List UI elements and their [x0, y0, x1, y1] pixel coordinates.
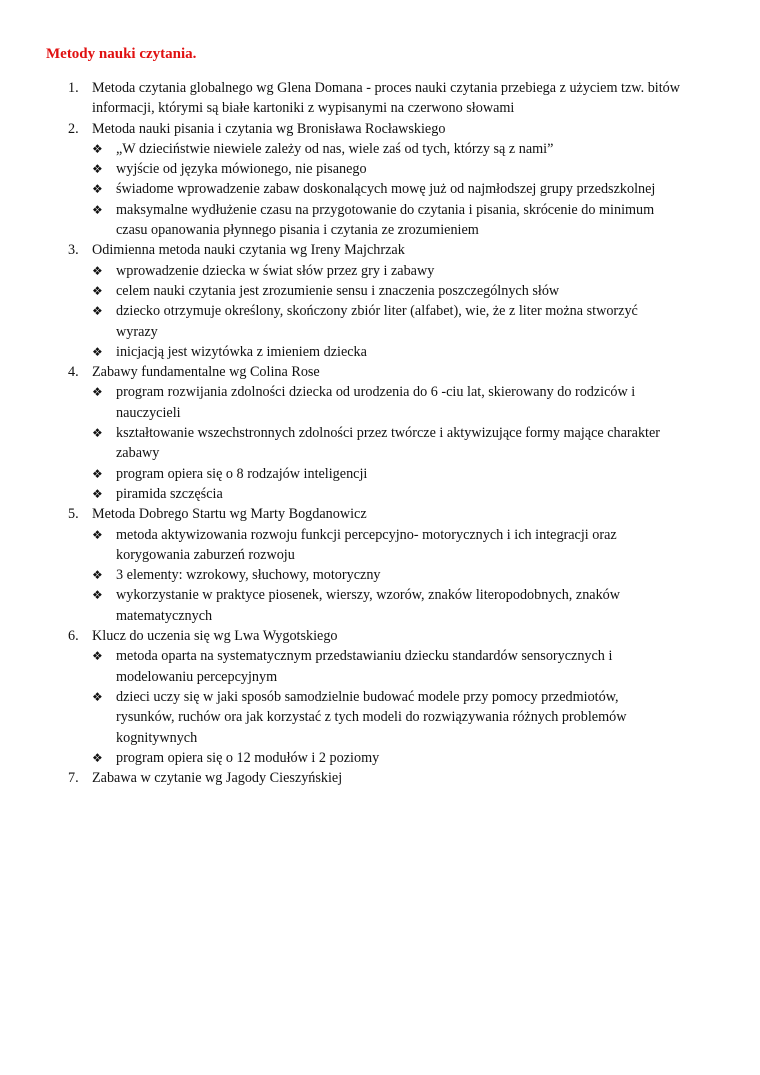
bullet-list: [92, 139, 760, 240]
diamond-bullet-icon: ❖: [92, 141, 103, 156]
diamond-bullet-icon: ❖: [92, 466, 103, 481]
bullet-text: „W dzieciństwie niewiele zależy od nas, wiele zaś od tych, którzy są z nami”: [116, 140, 554, 157]
bullet-item: [92, 423, 676, 464]
bullet-item: [92, 301, 676, 342]
method-text: Metoda nauki pisania i czytania wg Bronisława Rocławskiego: [92, 120, 446, 137]
methods-list: [0, 78, 760, 788]
bullet-item: [92, 484, 676, 504]
diamond-bullet-icon: ❖: [92, 304, 103, 319]
bullet-list: [92, 525, 760, 626]
bullet-list: [92, 382, 760, 504]
document-title: Metody nauki czytania.: [46, 46, 197, 62]
bullet-item: [92, 382, 676, 423]
diamond-bullet-icon: ❖: [92, 385, 103, 400]
bullet-list: [92, 646, 760, 768]
method-text: Odimienna metoda nauki czytania wg Ireny Majchrzak: [92, 242, 405, 259]
method-text: Klucz do uczenia się wg Lwa Wygotskiego: [92, 628, 338, 645]
diamond-bullet-icon: ❖: [92, 568, 103, 583]
bullet-text: program opiera się o 12 modułów i 2 poziomy: [116, 749, 380, 766]
method-text: Metoda czytania globalnego wg Glena Domana - proces nauki czytania przebiega z użyciem tzw. bitów informacji, którymi są białe kartoniki z wypisanymi na czerwono słowami: [92, 80, 681, 117]
diamond-bullet-icon: ❖: [92, 750, 103, 765]
bullet-item: [92, 464, 676, 484]
diamond-bullet-icon: ❖: [92, 426, 103, 441]
method-item: [0, 240, 760, 362]
bullet-item: [92, 342, 676, 362]
diamond-bullet-icon: ❖: [92, 649, 103, 664]
method-text: Zabawy fundamentalne wg Colina Rose: [92, 364, 320, 381]
bullet-item: [92, 565, 676, 585]
diamond-bullet-icon: ❖: [92, 486, 103, 501]
method-text: Metoda Dobrego Startu wg Marty Bogdanowicz: [92, 506, 367, 523]
bullet-text: program opiera się o 8 rodzajów inteligencji: [116, 465, 368, 482]
bullet-text: świadome wprowadzenie zabaw doskonalących mowę już od najmłodszej grupy przedszkolnej: [116, 181, 656, 198]
method-item: [0, 78, 760, 119]
bullet-text: metoda aktywizowania rozwoju funkcji percepcyjno- motorycznych i ich integracji oraz korygowania zaburzeń rozwoju: [116, 526, 617, 563]
bullet-text: wyjście od języka mówionego, nie pisanego: [116, 161, 367, 178]
bullet-item: [92, 585, 676, 626]
bullet-item: [92, 200, 676, 241]
bullet-text: piramida szczęścia: [116, 485, 223, 502]
bullet-text: kształtowanie wszechstronnych zdolności przez twórcze i aktywizujące formy mające charakter zabawy: [116, 425, 660, 462]
bullet-text: metoda oparta na systematycznym przedstawianiu dziecku standardów sensorycznych i modelowaniu percepcyjnym: [116, 648, 613, 685]
method-number: 4.: [68, 364, 79, 381]
bullet-text: program rozwijania zdolności dziecka od urodzenia do 6 -ciu lat, skierowany do rodziców i nauczycieli: [116, 384, 636, 421]
diamond-bullet-icon: ❖: [92, 263, 103, 278]
bullet-text: wykorzystanie w praktyce piosenek, wierszy, wzorów, znaków literopodobnych, znaków matematycznych: [116, 587, 621, 624]
method-item: [0, 362, 760, 504]
bullet-text: dziecko otrzymuje określony, skończony zbiór liter (alfabet), wie, że z liter można stworzyć wyrazy: [116, 303, 638, 340]
method-number: 2.: [68, 120, 79, 137]
bullet-item: [92, 159, 676, 179]
bullet-item: [92, 646, 676, 687]
diamond-bullet-icon: ❖: [92, 344, 103, 359]
bullet-text: wprowadzenie dziecka w świat słów przez gry i zabawy: [116, 262, 435, 279]
method-number: 5.: [68, 506, 79, 523]
method-text: Zabawa w czytanie wg Jagody Cieszyńskiej: [92, 770, 343, 787]
diamond-bullet-icon: ❖: [92, 689, 103, 704]
method-item: [0, 626, 760, 768]
diamond-bullet-icon: ❖: [92, 202, 103, 217]
bullet-list: [92, 261, 760, 362]
bullet-text: maksymalne wydłużenie czasu na przygotowanie do czytania i pisania, skrócenie do minimum czasu opanowania płynnego pisania i czytania ze zrozumieniem: [116, 201, 655, 239]
bullet-text: 3 elementy: wzrokowy, słuchowy, motoryczny: [116, 567, 381, 584]
bullet-text: dzieci uczy się w jaki sposób samodzielnie budować modele przy pomocy przedmiotów, rysunków, ruchów ora jak korzystać z tych modeli do rozwiązywania różnych problemów kognitywnych: [116, 688, 627, 746]
bullet-text: celem nauki czytania jest zrozumienie sensu i znaczenia poszczególnych słów: [116, 282, 560, 299]
method-number: 1.: [68, 80, 79, 96]
bullet-text: inicjacją jest wizytówka z imieniem dziecka: [116, 343, 367, 360]
bullet-item: [92, 261, 676, 281]
method-number: 7.: [68, 770, 79, 787]
method-item: [0, 119, 760, 241]
method-item: [0, 504, 760, 626]
bullet-item: [92, 139, 676, 159]
method-item: [0, 768, 760, 788]
diamond-bullet-icon: ❖: [92, 162, 103, 177]
bullet-item: [92, 748, 676, 768]
diamond-bullet-icon: ❖: [92, 182, 103, 197]
method-number: 6.: [68, 628, 79, 645]
diamond-bullet-icon: ❖: [92, 588, 103, 603]
diamond-bullet-icon: ❖: [92, 527, 103, 542]
bullet-item: [92, 179, 676, 199]
bullet-item: [92, 281, 676, 301]
diamond-bullet-icon: ❖: [92, 283, 103, 298]
bullet-item: [92, 525, 676, 566]
method-number: 3.: [68, 242, 79, 259]
bullet-item: [92, 687, 676, 748]
